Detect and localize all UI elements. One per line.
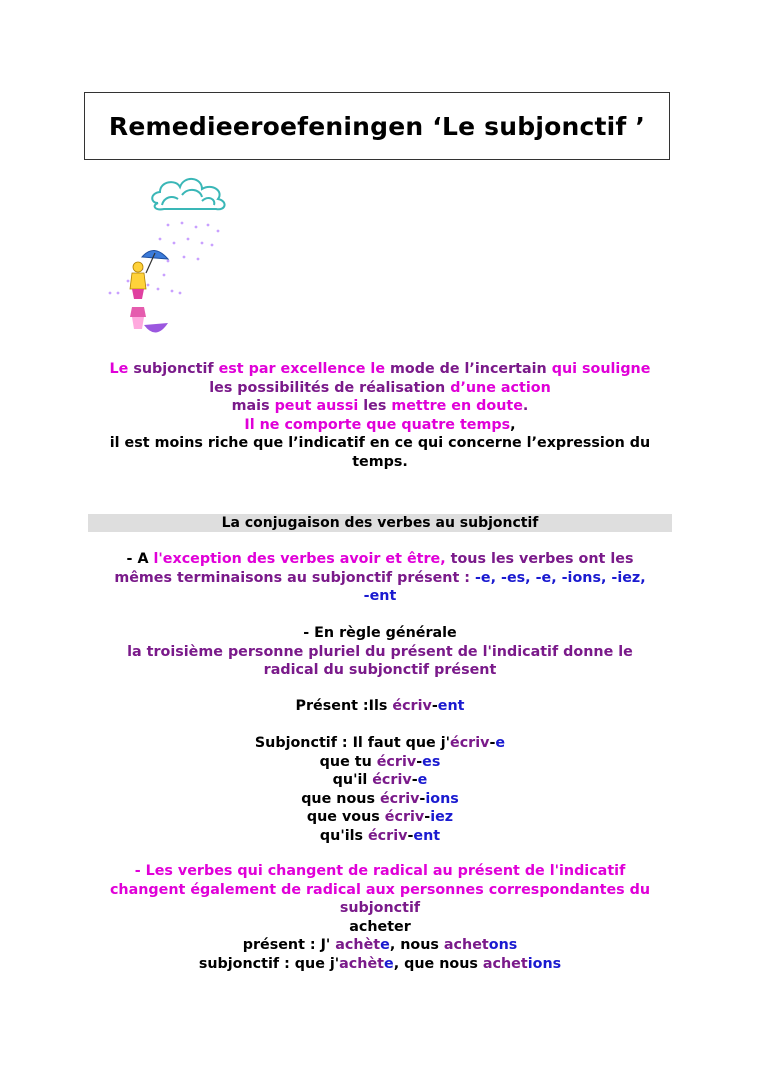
verb-stem: écriv: [376, 753, 417, 770]
verb-stem: achèt: [339, 955, 384, 972]
present-example: [86, 697, 674, 716]
title-box: [84, 92, 670, 160]
verb-stem: achet: [482, 955, 528, 972]
example-label: subjonctif : que j': [198, 955, 340, 972]
pronoun: , nous: [389, 937, 444, 953]
rule-endings: [86, 550, 674, 606]
subjonctif-conjugation: Subjonctif : Il faut que j'écriv-e que tu écriv-es qu'il écriv-e que nous écriv-ions que vous écriv-iez qu'ils écriv-ent: [254, 735, 506, 844]
intro-text: d’une action: [450, 379, 551, 396]
rule-text: -: [134, 863, 146, 879]
verb-ending: e: [384, 955, 394, 972]
verb-ending: e: [380, 937, 390, 953]
pronoun: qu'ils: [319, 827, 368, 844]
intro-text: subjonctif: [133, 361, 219, 377]
page-title: Remedieeroefeningen ‘Le subjonctif ’: [108, 111, 646, 141]
section-banner: La conjugaison des verbes au subjonctif: [88, 514, 672, 532]
pronoun: que nous: [301, 790, 380, 807]
example-label: Présent :Ils: [295, 698, 393, 714]
rain-cloud-umbrella-figure-icon: [98, 165, 258, 345]
verb-infinitive: acheter: [349, 918, 411, 935]
intro-text: mais: [231, 398, 275, 414]
verb-stem: écriv: [450, 735, 490, 751]
verb-ending: ions: [425, 790, 459, 807]
rule-text: changent également de radical aux personnes correspondantes du: [109, 881, 651, 898]
rule-text: - A: [126, 551, 154, 567]
verb-stem: écriv: [384, 809, 425, 825]
pronoun: , que nous: [393, 955, 483, 972]
rule-text: subjonctif: [339, 900, 421, 916]
verb-stem: achèt: [335, 937, 381, 953]
verb-ending: iez: [430, 809, 454, 825]
intro-text: Il ne comporte que quatre temps: [244, 416, 511, 433]
intro-text: est par excellence le: [218, 361, 390, 377]
verb-ending: es: [422, 753, 441, 770]
verb-stem: écriv: [379, 790, 420, 807]
verb-ending: ions: [527, 955, 562, 972]
rule-text: mêmes terminaisons au subjonctif présent :: [114, 569, 475, 586]
endings-text: -e, -es, -e, -ions, -iez,: [475, 569, 646, 586]
intro-text: les possibilités de réalisation: [209, 379, 451, 396]
intro-text: qui souligne: [551, 361, 651, 377]
rule-text: la troisième personne pluriel du présent de l'indicatif donne le: [127, 643, 633, 660]
rule-changing-radical: [86, 862, 674, 973]
verb-ending: ent: [413, 827, 441, 844]
pronoun: que vous: [306, 809, 385, 825]
intro-text: mettre en doute: [391, 398, 523, 414]
intro-text: les: [363, 398, 392, 414]
intro-text: .: [522, 398, 529, 414]
dash: -: [431, 698, 438, 714]
verb-stem: achet: [443, 937, 489, 953]
verb-stem: écriv: [372, 772, 412, 788]
rule-radical: [86, 624, 674, 680]
verb-ending: e: [417, 772, 428, 788]
intro-text: Le: [109, 361, 134, 377]
rule-text: radical du subjonctif présent: [263, 662, 497, 678]
intro-paragraph: [86, 360, 674, 471]
rule-text: Les verbes qui changent de radical au présent de l'indicatif: [145, 863, 626, 879]
pronoun: que tu: [319, 753, 377, 770]
intro-text: peut aussi: [274, 398, 364, 414]
verb-stem: écriv: [392, 698, 432, 714]
intro-text: ,: [510, 416, 516, 433]
verb-ending: ons: [488, 937, 518, 953]
rule-text: - En règle générale: [303, 625, 457, 641]
intro-text: il est moins riche que l’indicatif en ce qui concerne l’expression du: [109, 435, 651, 451]
intro-text: temps.: [352, 453, 408, 470]
verb-ending: e: [495, 735, 506, 751]
rule-text: l'exception des verbes avoir et être,: [153, 551, 451, 567]
intro-text: mode de l’incertain: [390, 361, 552, 377]
pronoun: qu'il: [332, 772, 373, 788]
verb-ending: ent: [437, 698, 465, 714]
example-label: présent : J': [242, 937, 336, 953]
rule-text: tous les verbes ont les: [450, 551, 634, 567]
verb-stem: écriv: [367, 827, 408, 844]
example-label: Subjonctif : Il faut que j': [254, 735, 451, 751]
endings-text: -ent: [363, 588, 397, 604]
